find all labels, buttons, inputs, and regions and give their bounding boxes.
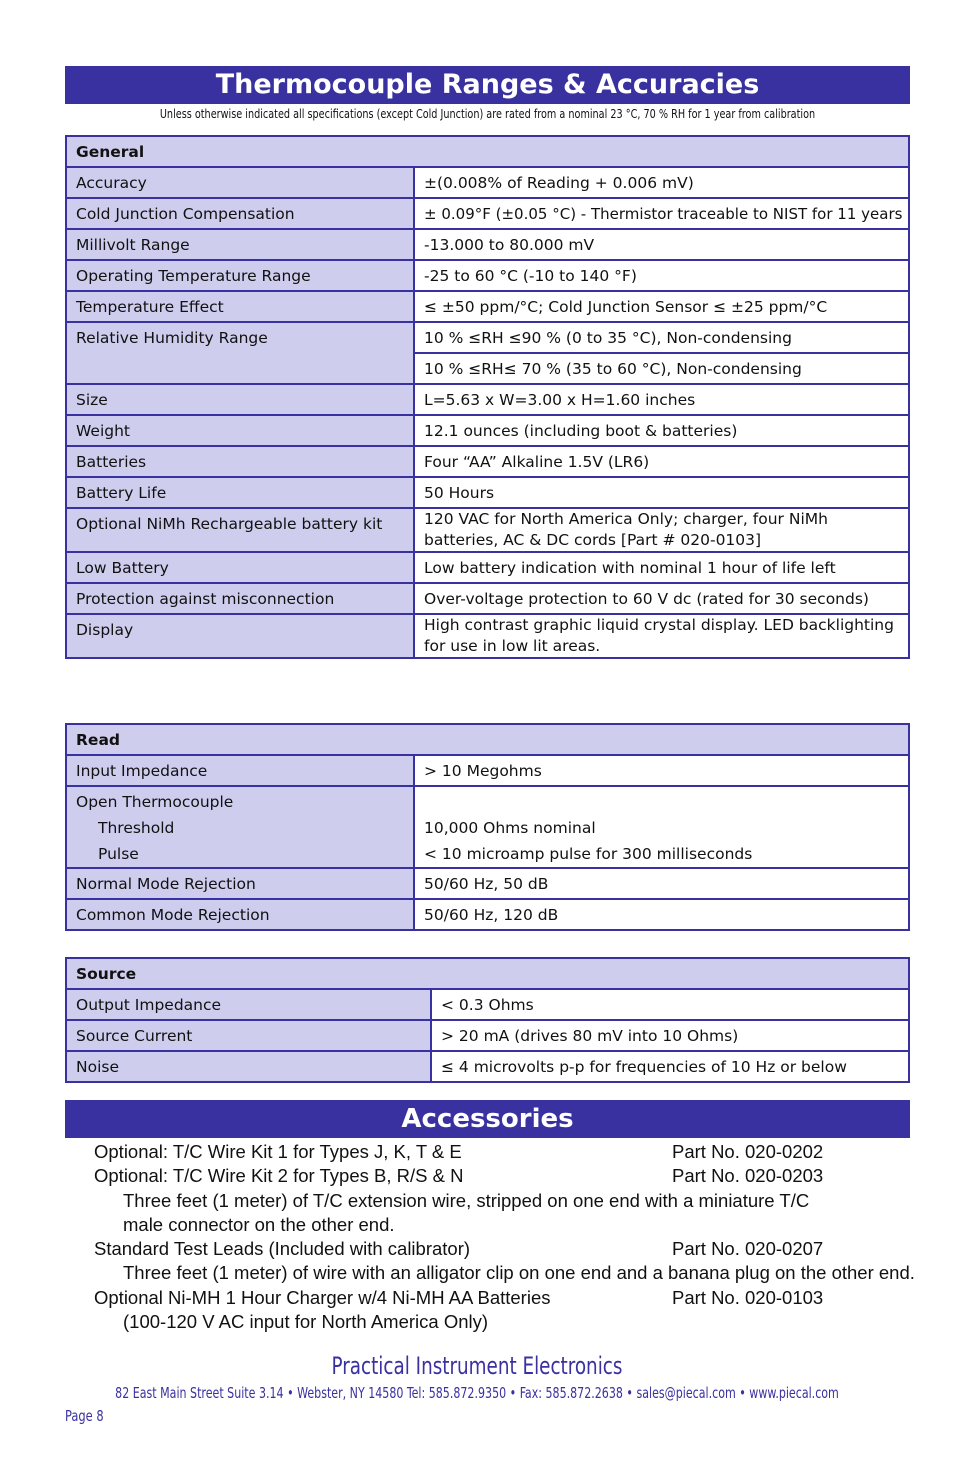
page-number: Page 8 xyxy=(65,1407,104,1425)
spec-value-line-1: 120 VAC for North America Only; charger, four NiMh xyxy=(424,510,828,528)
list-item xyxy=(65,1237,925,1261)
spec-label: Weight xyxy=(66,415,414,446)
spec-label: Cold Junction Compensation xyxy=(66,198,414,229)
spec-value-pulse: < 10 microamp pulse for 300 milliseconds xyxy=(424,845,753,863)
section-header-read: Read xyxy=(66,724,909,755)
spec-value xyxy=(414,786,909,868)
spec-value xyxy=(414,614,909,658)
spec-label: Optional NiMh Rechargeable battery kit xyxy=(66,508,414,552)
accessory-part-number: Part No. 020-0202 xyxy=(672,1141,824,1162)
table-row xyxy=(66,552,909,583)
table-header-row xyxy=(66,136,909,167)
table-row xyxy=(66,322,909,353)
spec-label: Relative Humidity Range xyxy=(66,322,414,384)
read-specs-table xyxy=(65,723,910,931)
table-row xyxy=(66,989,909,1020)
spec-value: 10 % ≤RH ≤90 % (0 to 35 °C), Non-condensing xyxy=(414,322,909,353)
spec-value-line-2: batteries, AC & DC cords [Part # 020-0103] xyxy=(424,531,762,549)
spec-value: 12.1 ounces (including boot & batteries) xyxy=(414,415,909,446)
table-header-row xyxy=(66,724,909,755)
spec-label: Output Impedance xyxy=(66,989,431,1020)
table-header-row xyxy=(66,958,909,989)
accessories-list xyxy=(65,1140,925,1334)
company-address: 82 East Main Street Suite 3.14 • Webster, NY 14580 Tel: 585.872.9350 • Fax: 585.872.2638 • sales@piecal.com • www.piecal.com xyxy=(115,1384,839,1402)
spec-value: > 10 Megohms xyxy=(414,755,909,786)
table-row xyxy=(66,899,909,930)
spec-label: Display xyxy=(66,614,414,658)
table-row xyxy=(66,291,909,322)
table-row xyxy=(66,508,909,552)
spec-value: Over-voltage protection to 60 V dc (rated for 30 seconds) xyxy=(414,583,909,614)
general-specs-table xyxy=(65,135,910,659)
spec-value: 50/60 Hz, 120 dB xyxy=(414,899,909,930)
table-row xyxy=(66,868,909,899)
specification-note: Unless otherwise indicated all specifications (except Cold Junction) are rated from a nominal 23 °C, 70 % RH for 1 year from calibration xyxy=(159,106,816,121)
table-row xyxy=(66,755,909,786)
source-specs-table xyxy=(65,957,910,1083)
spec-value: 50 Hours xyxy=(414,477,909,508)
list-item xyxy=(65,1140,925,1164)
spec-label: Protection against misconnection xyxy=(66,583,414,614)
spec-value xyxy=(414,508,909,552)
spec-label: Normal Mode Rejection xyxy=(66,868,414,899)
spec-value: 50/60 Hz, 50 dB xyxy=(414,868,909,899)
table-row xyxy=(66,1020,909,1051)
table-row xyxy=(66,198,909,229)
list-item xyxy=(65,1286,925,1310)
accessory-description: (100-120 V AC input for North America Only) xyxy=(123,1311,489,1333)
accessories-title: Accessories xyxy=(65,1100,910,1138)
spec-label: Noise xyxy=(66,1051,431,1082)
spec-value: ≤ ±50 ppm/°C; Cold Junction Sensor ≤ ±25 ppm/°C xyxy=(414,291,909,322)
list-item xyxy=(65,1189,925,1213)
table-row xyxy=(66,167,909,198)
table-row xyxy=(66,786,909,868)
table-row xyxy=(66,583,909,614)
page-title: Thermocouple Ranges & Accuracies xyxy=(65,66,910,104)
accessory-name: Optional Ni-MH 1 Hour Charger w/4 Ni-MH AA Batteries xyxy=(94,1286,551,1308)
list-item xyxy=(65,1164,925,1188)
table-row xyxy=(66,614,909,658)
spec-label: Size xyxy=(66,384,414,415)
spec-value-line-2: for use in low lit areas. xyxy=(424,637,601,655)
accessory-name: Optional: T/C Wire Kit 1 for Types J, K, T & E xyxy=(94,1141,462,1162)
table-row xyxy=(66,446,909,477)
accessory-part-number: Part No. 020-0103 xyxy=(672,1286,824,1308)
spec-value: -13.000 to 80.000 mV xyxy=(414,229,909,260)
spec-value-line-1: High contrast graphic liquid crystal display. LED backlighting xyxy=(424,616,894,634)
spec-value: > 20 mA (drives 80 mV into 10 Ohms) xyxy=(431,1020,909,1051)
spec-label: Common Mode Rejection xyxy=(66,899,414,930)
accessory-description: Three feet (1 meter) of wire with an alligator clip on one end and a banana plug on the other end. xyxy=(123,1262,915,1284)
spec-label xyxy=(66,786,414,868)
accessory-part-number: Part No. 020-0207 xyxy=(672,1238,824,1260)
table-row xyxy=(66,384,909,415)
spec-sublabel-threshold: Threshold xyxy=(98,819,175,837)
spec-label: Millivolt Range xyxy=(66,229,414,260)
spec-label: Accuracy xyxy=(66,167,414,198)
list-item xyxy=(65,1310,925,1334)
table-row xyxy=(66,477,909,508)
spec-value: ≤ 4 microvolts p-p for frequencies of 10 Hz or below xyxy=(431,1051,909,1082)
spec-value: ± 0.09°F (±0.05 °C) - Thermistor traceable to NIST for 11 years xyxy=(414,198,909,229)
spec-label: Input Impedance xyxy=(66,755,414,786)
spec-label-main: Open Thermocouple xyxy=(76,793,234,811)
table-row xyxy=(66,229,909,260)
spec-label: Batteries xyxy=(66,446,414,477)
table-row xyxy=(66,415,909,446)
accessory-description: Three feet (1 meter) of T/C extension wire, stripped on one end with a miniature T/C xyxy=(123,1189,810,1211)
spec-label: Operating Temperature Range xyxy=(66,260,414,291)
spec-value: 10 % ≤RH≤ 70 % (35 to 60 °C), Non-condensing xyxy=(414,353,909,384)
section-header-source: Source xyxy=(66,958,909,989)
spec-value: -25 to 60 °C (-10 to 140 °F) xyxy=(414,260,909,291)
table-row xyxy=(66,260,909,291)
spec-value: < 0.3 Ohms xyxy=(431,989,909,1020)
spec-value: L=5.63 x W=3.00 x H=1.60 inches xyxy=(414,384,909,415)
table-row xyxy=(66,1051,909,1082)
spec-label: Temperature Effect xyxy=(66,291,414,322)
spec-value: ±(0.008% of Reading + 0.006 mV) xyxy=(414,167,909,198)
spec-value-threshold: 10,000 Ohms nominal xyxy=(424,819,596,837)
list-item xyxy=(65,1213,925,1237)
spec-label: Low Battery xyxy=(66,552,414,583)
accessory-description: male connector on the other end. xyxy=(123,1213,395,1235)
accessory-part-number: Part No. 020-0203 xyxy=(672,1165,824,1187)
accessory-name: Standard Test Leads (Included with calibrator) xyxy=(94,1238,471,1260)
accessory-name: Optional: T/C Wire Kit 2 for Types B, R/S & N xyxy=(94,1165,464,1187)
section-header-general: General xyxy=(66,136,909,167)
company-name: Practical Instrument Electronics xyxy=(331,1352,623,1380)
spec-value: Four “AA” Alkaline 1.5V (LR6) xyxy=(414,446,909,477)
spec-label: Source Current xyxy=(66,1020,431,1051)
spec-value: Low battery indication with nominal 1 hour of life left xyxy=(414,552,909,583)
list-item xyxy=(65,1261,925,1285)
spec-label: Battery Life xyxy=(66,477,414,508)
spec-sublabel-pulse: Pulse xyxy=(98,845,139,863)
